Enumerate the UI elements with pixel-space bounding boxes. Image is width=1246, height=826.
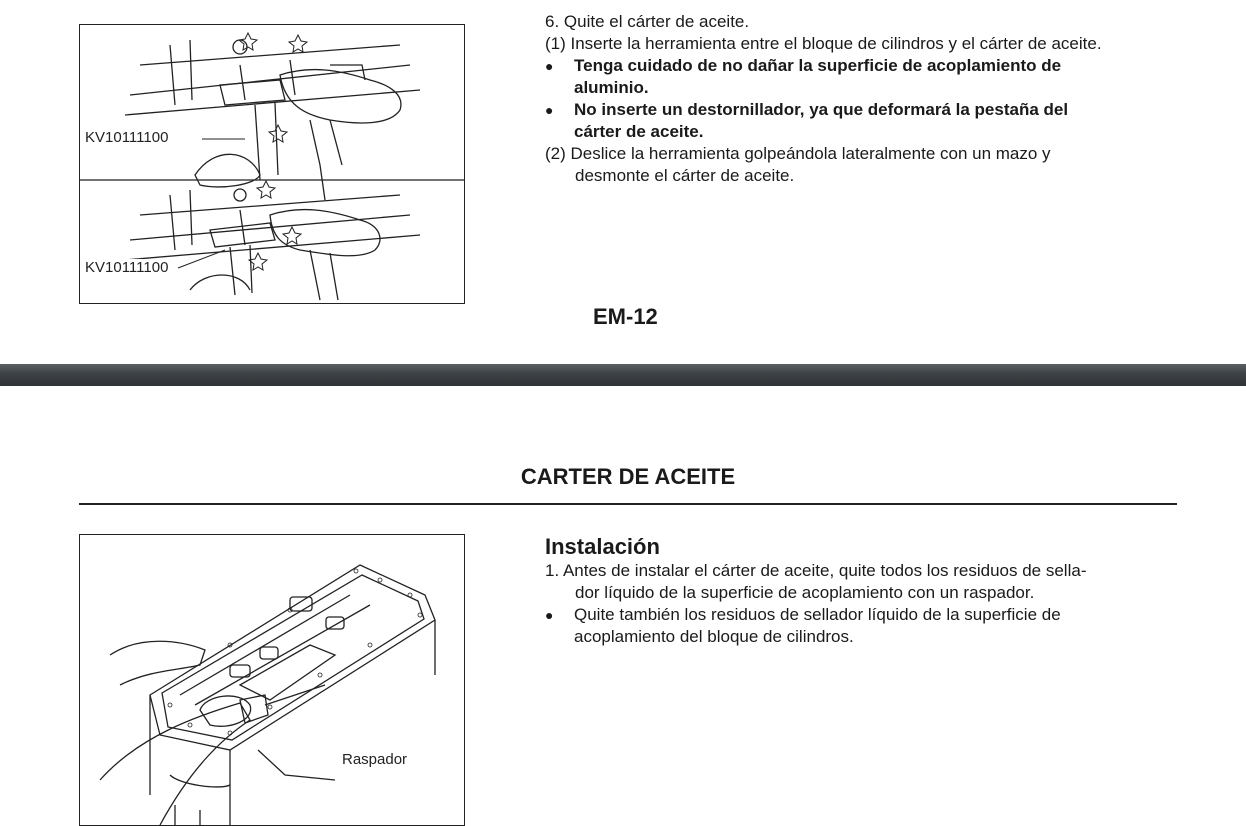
oil-pan-install-figure (79, 534, 465, 826)
step-6-2-line-1: (2) Deslice la herramienta golpeándola lateralmente con un mazo y (545, 144, 1051, 163)
bullet-dot: ● (545, 102, 554, 118)
top-page (0, 0, 1246, 364)
installation-instructions (545, 536, 1177, 648)
step-6-2-line-2: desmonte el cárter de aceite. (575, 166, 795, 185)
tool-label-upper: KV10111100 (85, 129, 169, 146)
oil-pan-install-illustration (80, 535, 464, 825)
step-6-1: (1) Inserte la herramienta entre el bloque de cilindros y el cárter de aceite. (545, 34, 1102, 53)
page-divider (0, 364, 1246, 386)
install-bullet (545, 604, 1177, 648)
step-6-title: 6. Quite el cárter de aceite. (545, 12, 750, 31)
install-step-1-line-1: 1. Antes de instalar el cárter de aceite, quite todos los residuos de sella- (545, 561, 1087, 580)
install-bullet-line-2: acoplamiento del bloque de cilindros. (574, 627, 854, 646)
installation-heading: Instalación (545, 534, 660, 559)
install-step-1-line-2: dor líquido de la superficie de acoplamiento con un raspador. (575, 583, 1035, 602)
section-title: CARTER DE ACEITE (520, 464, 736, 489)
bullet-dot: ● (545, 607, 554, 623)
bullet-dot: ● (545, 58, 554, 74)
caution-bullet-1 (545, 55, 1177, 99)
bottom-page (0, 386, 1246, 810)
scraper-label: Raspador (342, 751, 408, 768)
tool-label-lower: KV10111100 (85, 259, 169, 276)
section-rule (79, 503, 1177, 505)
removal-instructions (545, 11, 1177, 187)
oil-pan-removal-figure (79, 24, 465, 304)
caution-1-line-2: aluminio. (574, 78, 649, 97)
caution-2-line-2: cárter de aceite. (574, 122, 704, 141)
caution-bullet-2 (545, 99, 1177, 143)
caution-2-line-1: No inserte un destornillador, ya que deformará la pestaña del (574, 100, 1069, 119)
caution-1-line-1: Tenga cuidado de no dañar la superficie de acoplamiento de (574, 56, 1062, 75)
leader-line-lower (178, 250, 225, 268)
install-bullet-line-1: Quite también los residuos de sellador líquido de la superficie de (574, 605, 1061, 624)
page-number: EM-12 (593, 304, 658, 329)
